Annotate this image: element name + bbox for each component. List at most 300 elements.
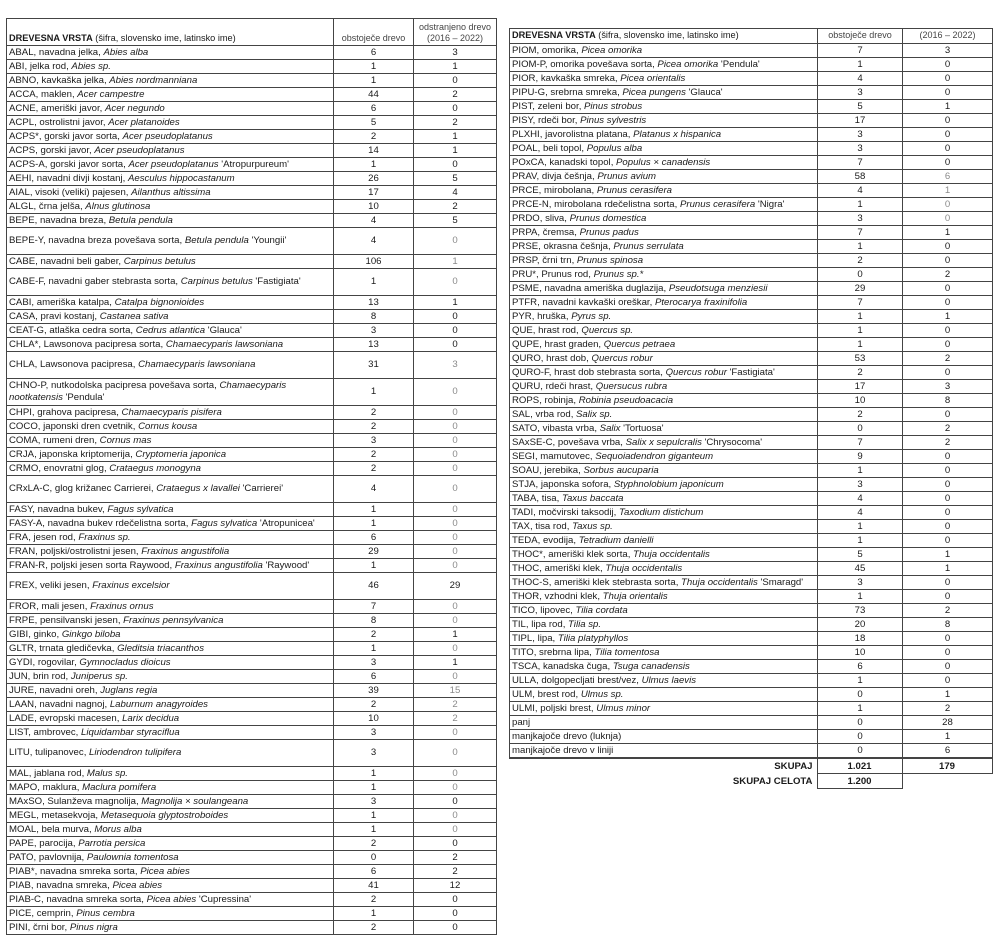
species-name: vzhodni klek: [544, 590, 598, 602]
removed-count: 0: [414, 670, 497, 684]
species-cell: SAxSE-C, povešava vrba, Salix x sepulcralis 'Chrysocoma': [510, 436, 818, 450]
existing-count: 7: [818, 44, 903, 58]
existing-count: 1: [334, 907, 414, 921]
table-row: [510, 450, 993, 464]
species-cell: [510, 730, 818, 744]
grand-total-label: SKUPAJ CELOTA: [732, 775, 813, 787]
species-latin: Acer pseudoplatanus: [94, 144, 185, 156]
species-latin: Acer pseudoplatanus: [122, 130, 213, 142]
species-code: ACPL: [9, 116, 35, 128]
existing-count: 1: [334, 379, 414, 406]
species-cell: PTFR, navadni kavkaški oreškar, Pterocarya fraxinifolia: [510, 296, 818, 310]
species-name: jablana rod: [34, 767, 82, 779]
species-code: ABAL: [9, 46, 34, 58]
removed-count: 0: [903, 366, 993, 380]
species-name: robinja: [544, 394, 574, 406]
table-row: [510, 394, 993, 408]
species-latin: Robinia pseudoacacia: [578, 394, 674, 406]
species-cultivar: 'Nigra': [757, 198, 785, 210]
existing-count: 1: [334, 781, 414, 795]
table-row: [510, 156, 993, 170]
table-row: [510, 478, 993, 492]
removed-count: 0: [414, 837, 497, 851]
table-row: [7, 102, 497, 116]
species-code: ACPS-A: [9, 158, 45, 170]
species-cell: ACPL, ostrolistni javor, Acer platanoides: [7, 116, 334, 130]
species-latin: Cedrus atlantica: [135, 324, 206, 336]
table-row: [7, 144, 497, 158]
removed-count: 1: [414, 60, 497, 74]
header-existing: obstoječe drevo: [334, 19, 414, 46]
removed-count: 0: [414, 269, 497, 296]
removed-count: 12: [414, 879, 497, 893]
species-name: črni bor: [33, 921, 65, 933]
species-name: poljski/ostrolistni jesen: [40, 545, 136, 557]
removed-count: 15: [414, 684, 497, 698]
species-name: navadna ameriška duglazija: [544, 282, 664, 294]
species-cultivar: 'Carrierei': [242, 483, 284, 495]
removed-count: 0: [903, 282, 993, 296]
species-cell: ROPS, robinja, Robinia pseudoacacia: [510, 394, 818, 408]
species-name: ameriška katalpa: [36, 296, 110, 308]
species-cell: PIOR, kavkaška smreka, Picea orientalis: [510, 72, 818, 86]
species-code: TIPL: [512, 632, 533, 644]
existing-count: 5: [334, 116, 414, 130]
species-name: Prunus rod: [541, 268, 589, 280]
species-latin: Chamaecyparis lawsoniana: [165, 338, 284, 350]
existing-count: 1: [818, 464, 903, 478]
existing-count: 29: [818, 282, 903, 296]
existing-count: 14: [334, 144, 414, 158]
table-row: [510, 128, 993, 142]
species-code: GLTR: [9, 642, 34, 654]
table-row: [7, 559, 497, 573]
removed-count: 0: [903, 212, 993, 226]
species-name: hruška: [537, 310, 566, 322]
species-latin: Salix x sepulcralis: [625, 436, 702, 448]
existing-count: 0: [818, 744, 903, 758]
species-latin: Salix: [599, 422, 621, 434]
species-cultivar: 'Glauca': [688, 86, 723, 98]
table-row: [510, 184, 993, 198]
species-name: kavkaška smreka: [540, 72, 615, 84]
table-row: [7, 531, 497, 545]
existing-count: 10: [334, 200, 414, 214]
removed-count: 0: [903, 506, 993, 520]
removed-count: 0: [903, 464, 993, 478]
species-cultivar: 'Cupressina': [198, 893, 252, 905]
total-removed: 179: [902, 759, 992, 774]
table-row: [7, 907, 497, 921]
removed-count: 0: [414, 476, 497, 503]
species-name: ameriški klek: [544, 562, 600, 574]
species-cultivar: 'Chrysocoma': [704, 436, 763, 448]
species-cell: TITO, srebrna lipa, Tilia tomentosa: [510, 646, 818, 660]
species-latin: Quercus sp.: [581, 324, 634, 336]
removed-count: 4: [414, 186, 497, 200]
species-name: javorolistna platana: [545, 128, 628, 140]
removed-count: 2: [414, 88, 497, 102]
species-cell: PISY, rdeči bor, Pinus sylvestris: [510, 114, 818, 128]
existing-count: 1: [818, 240, 903, 254]
species-name: Lawsonova pacipresa sorta: [43, 338, 161, 350]
existing-count: 3: [334, 656, 414, 670]
species-name: gorski javor sorta: [50, 158, 124, 170]
table-row: [7, 46, 497, 60]
existing-count: 9: [818, 450, 903, 464]
removed-count: 0: [414, 434, 497, 448]
existing-count: 29: [334, 545, 414, 559]
table-row: [7, 698, 497, 712]
species-name: močvirski taksodij: [538, 506, 614, 518]
row-label: manjkajoče drevo (luknja): [512, 730, 622, 742]
species-name: navadni kavkaški oreškar: [542, 296, 650, 308]
species-code: ULLA: [512, 674, 536, 686]
existing-count: 7: [818, 226, 903, 240]
species-name: Sulanževa magnolija: [47, 795, 136, 807]
species-latin: Ginkgo biloba: [61, 628, 121, 640]
species-cell: ACCA, maklen, Acer campestre: [7, 88, 334, 102]
removed-count: 0: [414, 545, 497, 559]
species-cultivar: 'Atropunicea': [259, 517, 315, 529]
species-code: SAxSE-C: [512, 436, 553, 448]
existing-count: 5: [818, 548, 903, 562]
species-code: JUN: [9, 670, 28, 682]
species-code: LAAN: [9, 698, 35, 710]
species-cell: GLTR, trnata gledičevka, Gleditsia triacanthos: [7, 642, 334, 656]
table-row: [7, 186, 497, 200]
existing-count: 26: [334, 172, 414, 186]
species-latin: Platanus x hispanica: [633, 128, 722, 140]
species-latin: Picea omorika: [581, 44, 643, 56]
species-cell: CHNO-P, nutkodolska pacipresa povešava sorta, Chamaecyparis nootkatensis 'Pendula': [7, 379, 334, 406]
existing-count: 1: [818, 534, 903, 548]
species-cell: AIAL, visoki (veliki) pajesen, Ailanthus altissima: [7, 186, 334, 200]
species-code: TITO: [512, 646, 534, 658]
header-removed: [414, 19, 497, 46]
species-latin: Pinus strobus: [584, 100, 643, 112]
table-row: [510, 702, 993, 716]
species-latin: Fagus sylvatica: [191, 517, 258, 529]
existing-count: 1: [818, 58, 903, 72]
removed-count: 0: [414, 517, 497, 531]
species-code: ULM: [512, 688, 533, 700]
species-name: kanadska čuga: [542, 660, 608, 672]
species-cultivar: 'Youngii': [251, 235, 287, 247]
existing-count: 73: [818, 604, 903, 618]
species-cultivar: 'Atropurpureum': [221, 158, 289, 170]
removed-count: 0: [414, 102, 497, 116]
species-code: PTFR: [512, 296, 538, 308]
header-removed-period: (2016 – 2022): [426, 33, 484, 44]
species-latin: Tetradium danielli: [578, 534, 654, 546]
removed-count: 1: [414, 628, 497, 642]
species-cultivar: 'Fastigiata': [255, 276, 301, 288]
species-latin: Parrotia persica: [78, 837, 146, 849]
species-code: COCO: [9, 420, 38, 432]
species-code: MAPO: [9, 781, 38, 793]
existing-count: 2: [334, 893, 414, 907]
species-name: navadna breza: [39, 214, 104, 226]
table-row: [7, 614, 497, 628]
species-latin: Malus sp.: [86, 767, 128, 779]
species-latin: Acer negundo: [105, 102, 165, 114]
species-cell: GIBI, ginko, Ginkgo biloba: [7, 628, 334, 642]
species-latin: Aesculus hippocastanum: [127, 172, 235, 184]
removed-count: 0: [903, 674, 993, 688]
table-row: [510, 352, 993, 366]
species-code: PIOM-P: [512, 58, 545, 70]
species-cell: PLXHI, javorolistna platana, Platanus x hispanica: [510, 128, 818, 142]
species-latin: Prunus padus: [579, 226, 639, 238]
existing-count: 46: [334, 573, 414, 600]
species-cell: SATO, vibasta vrba, Salix 'Tortuosa': [510, 422, 818, 436]
species-code: ROPS: [512, 394, 540, 406]
table-row: [510, 492, 993, 506]
species-cell: PRSP, črni trn, Prunus spinosa: [510, 254, 818, 268]
species-name: enovratni glog: [43, 462, 104, 474]
species-cell: BEPE-Y, navadna breza povešava sorta, Betula pendula 'Youngii': [7, 228, 334, 255]
table-row: [7, 324, 497, 338]
species-code: JURE: [9, 684, 35, 696]
removed-count: 0: [903, 58, 993, 72]
existing-count: 1: [818, 310, 903, 324]
table-row: [7, 573, 497, 600]
species-latin: Crataegus x lavallei: [156, 483, 240, 495]
existing-count: 106: [334, 255, 414, 269]
species-latin: Tsuga canadensis: [612, 660, 690, 672]
removed-count: 2: [903, 268, 993, 282]
species-cell: CRxLA-C, glog križanec Carrierei, Crataegus x lavallei 'Carrierei': [7, 476, 334, 503]
species-cell: POxCA, kanadski topol, Populus × canadensis: [510, 156, 818, 170]
species-cell: CABE-F, navadni gaber stebrasta sorta, Carpinus betulus 'Fastigiata': [7, 269, 334, 296]
species-code: PICE: [9, 907, 32, 919]
removed-count: 28: [903, 716, 993, 730]
species-latin: Acer pseudoplatanus: [128, 158, 219, 170]
existing-count: 3: [818, 478, 903, 492]
species-name: grahova pacipresa: [37, 406, 117, 418]
existing-count: 1: [818, 324, 903, 338]
species-code: AIAL: [9, 186, 30, 198]
species-code: CEAT-G: [9, 324, 45, 336]
species-cell: BEPE, navadna breza, Betula pendula: [7, 214, 334, 228]
species-code: MEGL: [9, 809, 37, 821]
species-code: PIST: [512, 100, 533, 112]
table-row: [510, 366, 993, 380]
species-code: GYDI: [9, 656, 33, 668]
table-row: [7, 767, 497, 781]
species-cell: TICO, lipovec, Tilia cordata: [510, 604, 818, 618]
species-latin: Tilia sp.: [568, 618, 602, 630]
removed-count: 1: [414, 144, 497, 158]
table-row: [510, 408, 993, 422]
species-code: ABI: [9, 60, 25, 72]
table-row: [7, 420, 497, 434]
table-row: [510, 86, 993, 100]
table-row: [510, 170, 993, 184]
existing-count: 7: [818, 156, 903, 170]
table-row: [7, 517, 497, 531]
species-cell: COCO, japonski dren cvetnik, Cornus kousa: [7, 420, 334, 434]
species-cell: CEAT-G, atlaška cedra sorta, Cedrus atlantica 'Glauca': [7, 324, 334, 338]
species-name: mirobolana rdečelistna sorta: [554, 198, 675, 210]
removed-count: 0: [414, 823, 497, 837]
species-cell: ACPS-A, gorski javor sorta, Acer pseudoplatanus 'Atropurpureum': [7, 158, 334, 172]
existing-count: 44: [334, 88, 414, 102]
species-code: PRCE-N: [512, 198, 549, 210]
species-name: navadna bukev rdečelistna sorta: [47, 517, 186, 529]
species-cell: TEDA, evodija, Tetradium danielli: [510, 534, 818, 548]
species-latin: Picea pungens: [622, 86, 686, 98]
removed-count: 1: [903, 688, 993, 702]
removed-count: 0: [903, 156, 993, 170]
species-name: Lawsonova pacipresa: [39, 359, 133, 371]
removed-count: 0: [414, 726, 497, 740]
table-row: [510, 618, 993, 632]
species-latin: Abies nordmanniana: [109, 74, 198, 86]
table-row: [7, 809, 497, 823]
species-name: hrast dob stebrasta sorta: [554, 366, 661, 378]
species-code: ULMI: [512, 702, 535, 714]
table-row: [7, 462, 497, 476]
existing-count: 3: [818, 86, 903, 100]
existing-count: 8: [334, 310, 414, 324]
existing-count: 2: [334, 130, 414, 144]
species-code: SEGI: [512, 450, 535, 462]
removed-count: 0: [414, 795, 497, 809]
species-code: ABNO: [9, 74, 37, 86]
species-code: QURO-F: [512, 366, 549, 378]
species-cell: PIPU-G, srebrna smreka, Picea pungens 'Glauca': [510, 86, 818, 100]
species-code: PLXHI: [512, 128, 540, 140]
species-code: QUPE: [512, 338, 540, 350]
existing-count: 0: [334, 851, 414, 865]
table-row: [7, 158, 497, 172]
removed-count: 0: [414, 781, 497, 795]
species-code: SOAU: [512, 464, 540, 476]
species-code: ACPS: [9, 144, 36, 156]
species-latin: Carpinus betulus: [180, 276, 253, 288]
table-row: [510, 674, 993, 688]
existing-count: 2: [334, 448, 414, 462]
species-name: hrast graden: [544, 338, 599, 350]
species-name: srebrna lipa: [539, 646, 590, 658]
table-row: [7, 200, 497, 214]
species-latin: Prunus serrulata: [613, 240, 684, 252]
species-name: rumeni dren: [43, 434, 95, 446]
species-cell: ULMI, poljski brest, Ulmus minor: [510, 702, 818, 716]
species-latin: Pterocarya fraxinifolia: [654, 296, 748, 308]
existing-count: 1: [334, 809, 414, 823]
species-cell: FRPE, pensilvanski jesen, Fraxinus pennsylvanica: [7, 614, 334, 628]
species-cultivar: 'Tortuosa': [623, 422, 664, 434]
species-name: pensilvanski jesen: [39, 614, 118, 626]
existing-count: 2: [334, 406, 414, 420]
right-species-table: [509, 28, 993, 758]
species-cultivar: 'Fastigiata': [729, 366, 775, 378]
species-name: sliva: [545, 212, 565, 224]
table-row: [7, 684, 497, 698]
table-row: [510, 534, 993, 548]
removed-count: 0: [903, 324, 993, 338]
removed-count: 0: [903, 450, 993, 464]
removed-count: 0: [903, 534, 993, 548]
species-latin: Pinus cembra: [76, 907, 135, 919]
species-name: maklen: [41, 88, 72, 100]
table-row: [510, 632, 993, 646]
table-row: [7, 406, 497, 420]
species-code: CHLA: [9, 359, 35, 371]
species-cell: THOC-S, ameriški klek stebrasta sorta, Thuja occidentalis 'Smaragd': [510, 576, 818, 590]
species-name: navadna smreka sorta: [46, 893, 142, 905]
table-row: [7, 434, 497, 448]
table-row: [7, 352, 497, 379]
species-cell: CHPI, grahova pacipresa, Chamaecyparis pisifera: [7, 406, 334, 420]
species-name: navadna jelka: [38, 46, 99, 58]
species-latin: Quercus petraea: [603, 338, 676, 350]
species-cell: [510, 744, 818, 758]
existing-count: 3: [818, 576, 903, 590]
species-cell: LIST, ambrovec, Liquidambar styraciflua: [7, 726, 334, 740]
species-code: PAPE: [9, 837, 34, 849]
species-name: evodija: [542, 534, 574, 546]
grand-total-row: [509, 774, 992, 789]
removed-count: 5: [414, 172, 497, 186]
species-latin: Carpinus betulus: [123, 255, 196, 267]
table-row: [510, 254, 993, 268]
species-latin: Fraxinus sp.: [78, 531, 131, 543]
species-code: STJA: [512, 478, 536, 490]
species-code: THOC*: [512, 548, 543, 560]
table-row: [7, 448, 497, 462]
species-code: CHNO-P: [9, 380, 46, 392]
existing-count: 1: [818, 338, 903, 352]
existing-count: 1: [334, 642, 414, 656]
existing-count: 20: [818, 618, 903, 632]
existing-count: 58: [818, 170, 903, 184]
removed-count: 1: [903, 100, 993, 114]
table-row: [510, 660, 993, 674]
table-row: [510, 296, 993, 310]
existing-count: 0: [818, 268, 903, 282]
removed-count: 0: [903, 660, 993, 674]
species-latin: Gymnocladus dioicus: [79, 656, 171, 668]
existing-count: 4: [334, 476, 414, 503]
species-code: PSME: [512, 282, 540, 294]
species-code: ACPS*: [9, 130, 39, 142]
species-latin: Taxodium distichum: [619, 506, 704, 518]
species-name: navadna smreka sorta: [39, 865, 135, 877]
header-species: [7, 19, 334, 46]
removed-count: 3: [414, 352, 497, 379]
table-row: [510, 142, 993, 156]
total-existing: 1.021: [817, 759, 902, 774]
species-latin: Abies alba: [103, 46, 149, 58]
table-row: [510, 100, 993, 114]
species-cell: JUN, brin rod, Juniperus sp.: [7, 670, 334, 684]
existing-count: 4: [818, 72, 903, 86]
species-cell: MAL, jablana rod, Malus sp.: [7, 767, 334, 781]
species-latin: Juniperus sp.: [70, 670, 128, 682]
species-latin: Pyrus sp.: [571, 310, 612, 322]
removed-count: 1: [903, 226, 993, 240]
species-code: FROR: [9, 600, 37, 612]
table-row: [7, 338, 497, 352]
species-latin: Pinus nigra: [69, 921, 118, 933]
species-code: THOC: [512, 562, 540, 574]
existing-count: 53: [818, 352, 903, 366]
removed-count: 0: [414, 809, 497, 823]
